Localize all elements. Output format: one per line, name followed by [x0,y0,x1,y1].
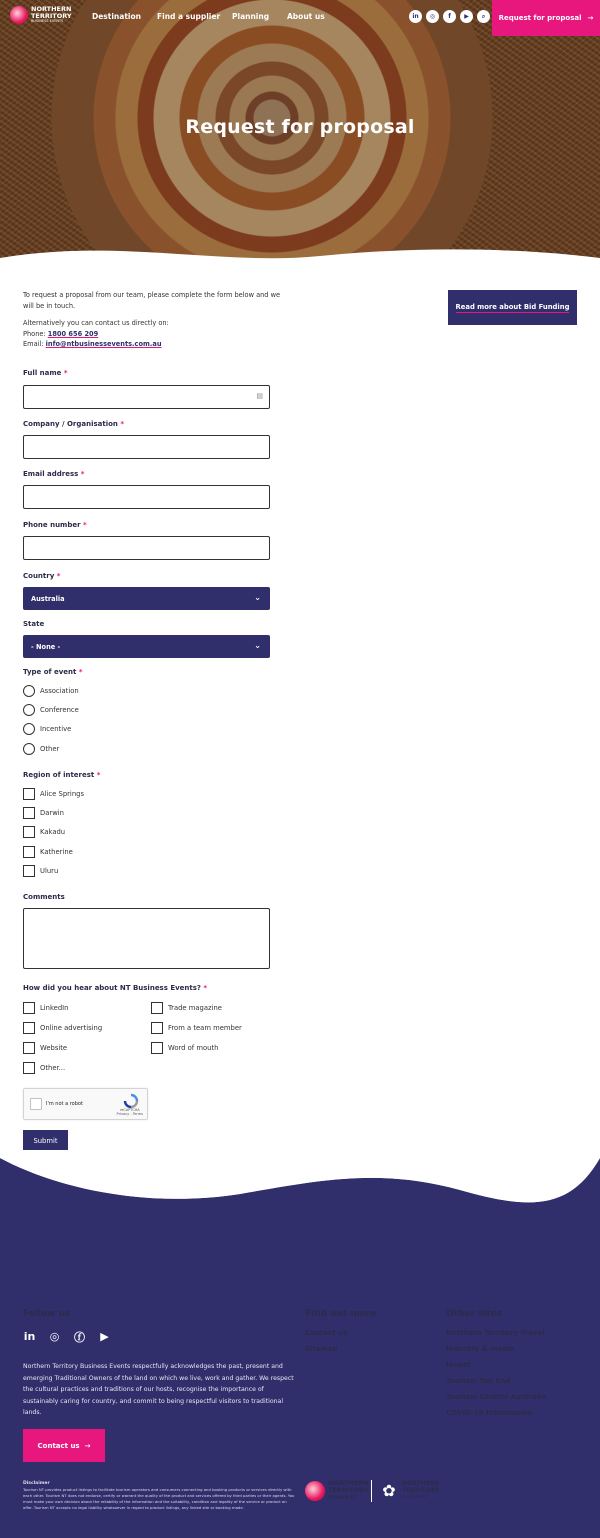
arrow-right-icon: → [84,1441,91,1450]
region-label: Region of interest * [23,771,101,779]
logo-divider [371,1480,372,1502]
instagram-icon[interactable]: ◎ [49,1330,60,1343]
contact-us-button[interactable]: Contact us → [23,1429,105,1462]
recaptcha-checkbox[interactable] [30,1098,42,1110]
radio-other[interactable]: Other [23,743,59,755]
checkbox-other[interactable]: Other... [23,1062,65,1074]
checkbox-linkedin[interactable]: LinkedIn [23,1002,69,1014]
recaptcha-icon [123,1093,139,1109]
intro-text: To request a proposal from our team, please complete the form below and we will be in touch. Alternatively you can contact us directly on: Phone: 1800 656 209 Email: info@ntbusinessevents.com.au [23,291,281,348]
phone-link[interactable]: 1800 656 209 [47,329,99,338]
logo-mark-icon [10,6,28,24]
site-logo[interactable]: NORTHERN TERRITORY BUSINESS EVENTS [10,6,72,24]
checkbox-katherine[interactable]: Katherine [23,846,73,858]
flower-icon: ✿ [382,1480,396,1500]
radio-incentive[interactable]: Incentive [23,723,71,735]
header-social [409,10,490,23]
footer-link-sitemap[interactable]: Sitemap [305,1345,338,1353]
email-link[interactable]: info@ntbusinessevents.com.au [45,340,162,348]
chevron-down-icon: ⌄ [254,593,261,602]
submit-button[interactable]: Submit [23,1130,68,1151]
page-title: Request for proposal [185,116,415,138]
comments-label: Comments [23,893,65,901]
footer-link-nt-travel[interactable]: Northern Territory Travel [446,1329,545,1337]
arrow-right-icon: → [587,14,594,22]
facebook-icon[interactable]: f [443,10,456,23]
footer-link-invest[interactable]: Invest [446,1361,471,1369]
country-label: Country * [23,572,61,580]
recaptcha-widget: I'm not a robot reCAPTCHA Privacy - Terms [23,1088,148,1120]
logo-mark-icon [305,1481,325,1501]
checkbox-kakadu[interactable]: Kakadu [23,826,65,838]
footer-wave [0,1150,600,1270]
state-select[interactable]: - None - ⌄ [23,635,270,658]
request-proposal-button[interactable]: Request for proposal → [492,0,600,36]
footer-link-covid[interactable]: COVID-19 Information [446,1409,533,1417]
checkbox-website[interactable]: Website [23,1042,67,1054]
checkbox-darwin[interactable]: Darwin [23,807,64,819]
footer-link-top-end[interactable]: Tourism Top End [446,1377,511,1385]
event-type-label: Type of event * [23,668,83,676]
nav-destination[interactable]: Destination [92,12,141,21]
checkbox-trade-magazine[interactable]: Trade magazine [151,1002,222,1014]
company-input[interactable] [23,435,270,459]
chevron-down-icon: ⌄ [254,641,261,650]
linkedin-icon[interactable]: in [23,1330,36,1343]
bid-funding-button[interactable]: Read more about Bid Funding [448,290,577,325]
checkbox-team-member[interactable]: From a team member [151,1022,242,1034]
phone-label: Phone number * [23,521,87,529]
checkbox-alice-springs[interactable]: Alice Springs [23,788,84,800]
disclaimer: Disclaimer Tourism NT provides product listings to facilitate tourism operators and consumers connecting and booking products or services directly with each other. Tourism NT does not endorse, certify or warrant the quality of the product and services offered by third parties or their agents. You must make your own decision about the reliability of the information and the suitability, condition and legality of the service or product on offer. Tourism NT accepts no legal liability whatsoever in regard to product listings, any linked site or booking made. [23,1481,295,1510]
footer-social [23,1330,111,1343]
email-input[interactable] [23,485,270,509]
top-nav [0,0,600,36]
facebook-icon[interactable]: ⓕ [74,1330,85,1344]
footer-link-contact[interactable]: Contact us [305,1329,348,1337]
acknowledgement-text: Northern Territory Business Events respectfully acknowledges the past, present and emerging Traditional Owners of the land on which we live, work and gather. We respect the cultural practices and traditions of our hosts, recognise the importance of sustainably caring for country, and commit to being respectful visitors to traditional lands. [23,1363,294,1416]
autofill-icon: ▤ [256,392,263,400]
nt-government-logo[interactable]: ✿ NORTHERN TERRITORY GOVERNMENT [380,1481,440,1501]
comments-textarea[interactable] [23,908,270,969]
recaptcha-links[interactable]: Privacy - Terms [116,1112,143,1116]
phone-input[interactable] [23,536,270,560]
email-label: Email address * [23,470,85,478]
other-sites-heading: Other sites [446,1309,503,1319]
footer-link-central-australia[interactable]: Tourism Central Australia [446,1393,547,1401]
company-label: Company / Organisation * [23,420,125,428]
youtube-icon[interactable]: ▶ [460,10,473,23]
full-name-input[interactable] [23,385,270,409]
find-out-more-heading: Find out more [305,1309,377,1319]
radio-conference[interactable]: Conference [23,704,79,716]
follow-heading: Follow us [23,1309,71,1319]
state-label: State [23,620,45,628]
hero-wave [0,238,600,268]
search-icon[interactable]: ⌕ [477,10,490,23]
nav-about-us[interactable]: About us [287,12,325,21]
hear-about-label: How did you hear about NT Business Events? * [23,984,208,992]
full-name-label: Full name * [23,369,68,377]
nav-planning[interactable]: Planning [232,12,270,21]
checkbox-word-of-mouth[interactable]: Word of mouth [151,1042,218,1054]
radio-association[interactable]: Association [23,685,79,697]
nav-find-supplier[interactable]: Find a supplier [157,12,221,21]
footer-link-industry-media[interactable]: Industry & media [446,1345,515,1353]
instagram-icon[interactable]: ◎ [426,10,439,23]
youtube-icon[interactable]: ▶ [100,1330,109,1343]
checkbox-online-advertising[interactable]: Online advertising [23,1022,102,1034]
linkedin-icon[interactable]: in [409,10,422,23]
tourism-nt-logo[interactable]: NORTHERN TERRITORY TOURISM NT [305,1480,369,1501]
checkbox-uluru[interactable]: Uluru [23,865,58,877]
country-select[interactable]: Australia ⌄ [23,587,270,610]
